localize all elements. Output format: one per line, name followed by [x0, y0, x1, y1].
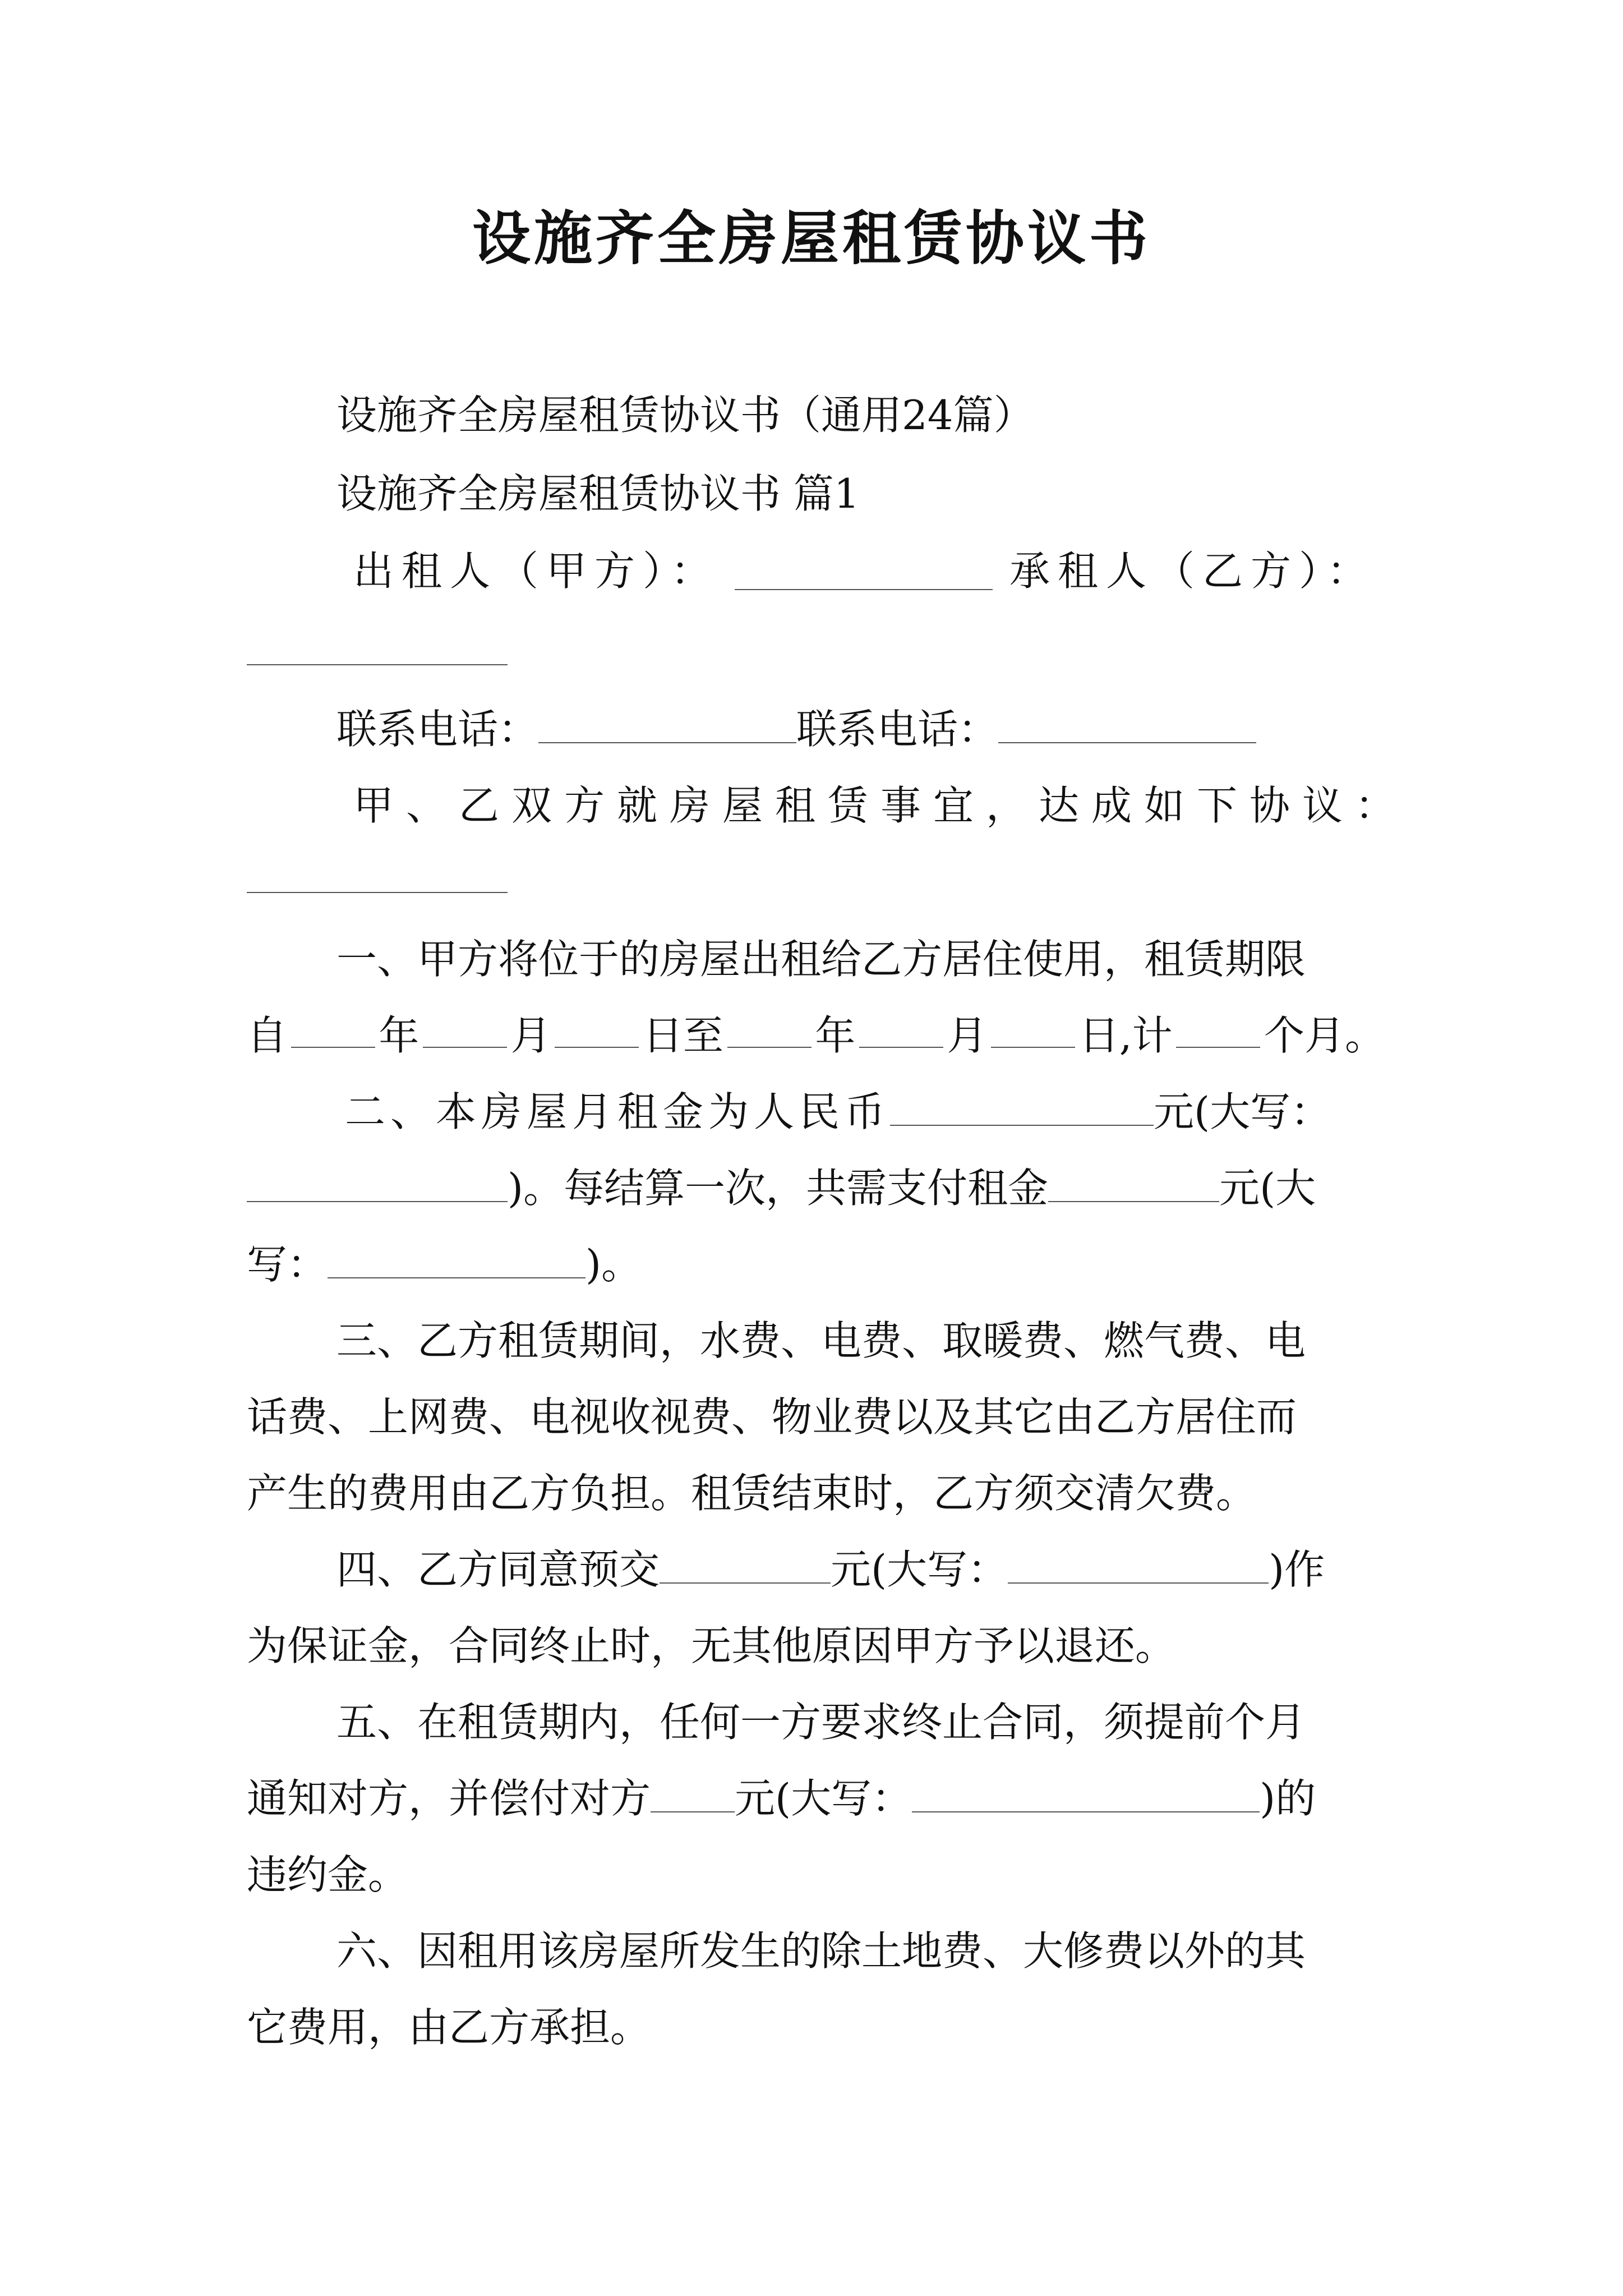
clause1-day-total: 日,计	[1078, 1012, 1173, 1059]
start-day-blank	[555, 1007, 639, 1048]
lessor-blank	[735, 588, 993, 590]
clause1-day-to: 日至	[642, 1012, 723, 1059]
clause6-line1: 六、因租用该房屋所发生的除土地费、大修费以外的其	[336, 1927, 1306, 1975]
clause1-year1: 年	[379, 1012, 419, 1059]
start-year-blank	[291, 1007, 375, 1048]
monthly-rent-blank	[890, 1085, 1154, 1126]
phone-blank-lessor	[538, 703, 796, 743]
clause2-settlement: )。每结算一次，共需支付租金	[508, 1165, 1049, 1212]
clause4-zuo: )作	[1269, 1546, 1325, 1593]
total-capital-blank	[328, 1238, 585, 1278]
clause2-line3	[247, 1236, 642, 1292]
clause3-line3: 产生的费用由乙方负担。租赁结束时，乙方须交清欠费。	[247, 1470, 1257, 1517]
phone-blank-lessee	[998, 703, 1256, 743]
clause2-line1	[345, 1084, 1331, 1140]
clause4-deposit-label: 四、乙方同意预交	[336, 1546, 660, 1593]
end-month-blank	[859, 1007, 943, 1048]
clause1-zi: 自	[247, 1012, 288, 1059]
clause2-yuan-capital: 元(大写：	[1154, 1088, 1331, 1135]
lessee-blank	[247, 663, 508, 665]
clause4-yuan-capital: 元(大写：	[831, 1546, 1008, 1593]
clause5-line3: 违约金。	[247, 1851, 409, 1898]
clause1-line1: 一、甲方将位于的房屋出租给乙方居住使用，租赁期限	[336, 936, 1306, 983]
clause1-months: 个月。	[1264, 1012, 1385, 1059]
intro-blank	[247, 891, 508, 893]
clause5-notify: 通知对方，并偿付对方	[247, 1775, 651, 1822]
clause1-month1: 月	[510, 1012, 551, 1059]
lessor-label: 出租人（甲方）：	[353, 547, 720, 595]
clause4-line2: 为保证金，合同终止时，无其他原因甲方予以退还。	[247, 1622, 1176, 1669]
rent-capital-blank	[247, 1162, 508, 1202]
clause1-period-line	[247, 1007, 1385, 1064]
end-year-blank	[727, 1007, 811, 1048]
document-subtitle: 设施齐全房屋租赁协议书（通用24篇）	[336, 392, 1034, 439]
deposit-blank	[660, 1543, 831, 1584]
total-rent-blank	[1048, 1162, 1219, 1202]
clause5-yuan-capital: 元(大写：	[735, 1775, 912, 1822]
clause3-line2: 话费、上网费、电视收视费、物业费以及其它由乙方居住而	[247, 1393, 1297, 1441]
phone-label-lessee: 联系电话：	[796, 706, 999, 753]
clause2-xie: 写：	[247, 1241, 328, 1288]
penalty-blank	[651, 1772, 735, 1812]
clause4-line1	[336, 1542, 1325, 1598]
clause1-month2: 月	[947, 1012, 988, 1059]
start-month-blank	[423, 1007, 507, 1048]
clause3-line1: 三、乙方租赁期间，水费、电费、取暖费、燃气费、电	[336, 1317, 1306, 1364]
clause1-year2: 年	[815, 1012, 856, 1059]
clause6-line2: 它费用，由乙方承担。	[247, 2004, 651, 2051]
lessee-label: 承租人（乙方）：	[1009, 547, 1376, 595]
clause2-end: )。	[585, 1241, 642, 1288]
agreement-intro: 甲、乙双方就房屋租赁事宜，达成如下协议：	[353, 782, 1408, 829]
end-day-blank	[991, 1007, 1075, 1048]
clause2-yuan-da: 元(大	[1219, 1165, 1316, 1212]
phone-label-lessor: 联系电话：	[336, 706, 539, 753]
penalty-capital-blank	[912, 1772, 1260, 1812]
document-title: 设施齐全房屋租赁协议书	[472, 204, 1151, 273]
article-heading: 设施齐全房屋租赁协议书 篇1	[336, 470, 860, 517]
clause2-rent-label: 二、本房屋月租金为人民币	[345, 1088, 891, 1135]
clause5-de: )的	[1260, 1775, 1316, 1822]
phone-row	[336, 701, 1256, 757]
deposit-capital-blank	[1008, 1543, 1269, 1584]
clause5-line1: 五、在租赁期内，任何一方要求终止合同，须提前个月	[336, 1699, 1306, 1746]
clause5-line2	[247, 1770, 1316, 1826]
clause2-line2	[247, 1160, 1316, 1216]
months-count-blank	[1176, 1007, 1260, 1048]
